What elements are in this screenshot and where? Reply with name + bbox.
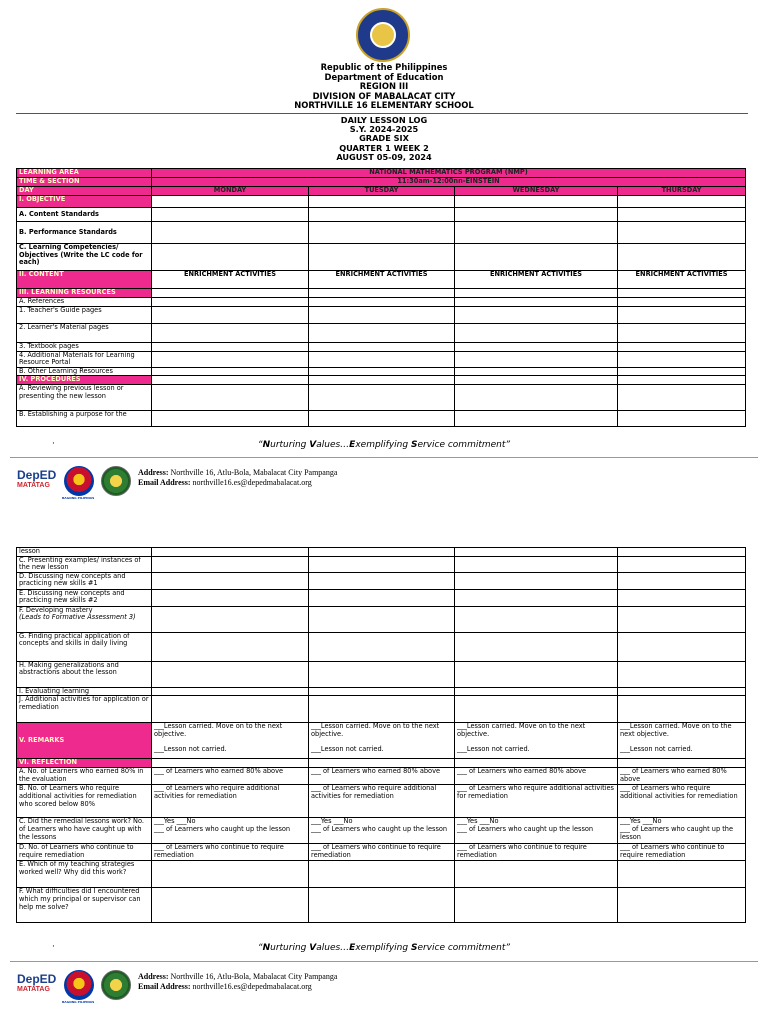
- cell[interactable]: [618, 342, 746, 351]
- reflection-f-label: F. What difficulties did I encountered which my principal or supervisor can help me solve?: [17, 888, 152, 923]
- yes-no: ___Yes ___No: [154, 817, 196, 826]
- cell[interactable]: [455, 556, 618, 572]
- caught-up: ___ of Learners who caught up the lesson: [457, 824, 594, 833]
- cell[interactable]: [618, 196, 746, 208]
- remarks-wednesday[interactable]: [455, 723, 618, 759]
- cell[interactable]: [618, 367, 746, 376]
- reflection-d-wednesday[interactable]: ___ of Learners who continue to require remediation: [455, 844, 618, 861]
- cell[interactable]: [618, 556, 746, 572]
- cell[interactable]: [455, 289, 618, 298]
- cell[interactable]: [455, 687, 618, 696]
- reflection-a-label: A. No. of Learners who earned 80% in the evaluation: [17, 768, 152, 785]
- cell[interactable]: [309, 888, 455, 923]
- school-logo-icon: [101, 466, 131, 496]
- additional-activities-label: J. Additional activities for application or remediation: [17, 696, 152, 723]
- log-title-line: S.Y. 2024-2025: [349, 124, 419, 135]
- email-label: Email Address:: [138, 982, 191, 991]
- cell[interactable]: [455, 298, 618, 307]
- footer-address: [138, 468, 337, 488]
- motto-text: ervice commitment”: [417, 943, 511, 953]
- additional-materials-label: 4. Additional Materials for Learning Resource Portal: [17, 351, 152, 367]
- day-label: DAY: [17, 187, 152, 196]
- enrichment-wednesday: ENRICHMENT ACTIVITIES: [455, 271, 618, 289]
- reflection-c-tuesday[interactable]: [309, 818, 455, 844]
- cell[interactable]: [618, 661, 746, 687]
- establishing-label: B. Establishing a purpose for the: [17, 411, 152, 427]
- cell[interactable]: [618, 696, 746, 723]
- cell[interactable]: [309, 589, 455, 606]
- address-value: Northville 16, Atlu-Bola, Mabalacat City Pampanga: [170, 468, 338, 477]
- remark-carried: ___Lesson carried. Move on to the next objective.: [154, 722, 283, 738]
- school-header: [0, 63, 768, 111]
- cell[interactable]: [152, 385, 309, 411]
- address-label: Address:: [138, 468, 169, 477]
- cell[interactable]: [152, 244, 309, 271]
- school-motto: [0, 440, 768, 450]
- header-line: NORTHVILLE 16 ELEMENTARY SCHOOL: [294, 100, 474, 111]
- deped-wordmark: DepED: [17, 972, 57, 986]
- cell[interactable]: [152, 572, 309, 589]
- motto-quote: “: [257, 440, 263, 450]
- procedures-heading: IV. PROCEDURES: [17, 376, 152, 385]
- cell[interactable]: [309, 208, 455, 222]
- cell[interactable]: [455, 342, 618, 351]
- practical-label: G. Finding practical application of concepts and skills in daily living: [17, 632, 152, 661]
- cell[interactable]: [152, 661, 309, 687]
- evaluating-label: I. Evaluating learning: [17, 687, 152, 696]
- deped-wordmark: DepED: [17, 468, 57, 482]
- cell[interactable]: [618, 687, 746, 696]
- remark-carried: ___Lesson carried. Move on to the next objective.: [457, 722, 586, 738]
- cell[interactable]: [152, 208, 309, 222]
- cell[interactable]: [152, 222, 309, 244]
- reflection-b-wednesday[interactable]: ___ of Learners who require additional activities for remediation: [455, 785, 618, 818]
- log-title: [0, 116, 768, 162]
- cell[interactable]: [455, 589, 618, 606]
- cell[interactable]: [309, 661, 455, 687]
- reflection-d-tuesday[interactable]: ___ of Learners who continue to require remediation: [309, 844, 455, 861]
- cell[interactable]: [152, 548, 309, 557]
- reflection-d-label: D. No. of Learners who continue to require remediation: [17, 844, 152, 861]
- cell[interactable]: [152, 376, 309, 385]
- cell[interactable]: [309, 861, 455, 888]
- cell[interactable]: [455, 888, 618, 923]
- reflection-d-monday[interactable]: ___ of Learners who continue to require remediation: [152, 844, 309, 861]
- reflection-b-tuesday[interactable]: ___ of Learners who require additional activities for remediation: [309, 785, 455, 818]
- bagong-pilipinas-logo: [64, 970, 94, 1000]
- cell[interactable]: [152, 351, 309, 367]
- motto-letter: E: [349, 943, 356, 953]
- lm-pages-label: 2. Learner's Material pages: [17, 323, 152, 342]
- reviewing-label: A. Reviewing previous lesson or presenting the new lesson: [17, 385, 152, 411]
- time-section-label: TIME & SECTION: [17, 178, 152, 187]
- cell[interactable]: [618, 589, 746, 606]
- cell[interactable]: [309, 632, 455, 661]
- matatag-wordmark: MATATAG: [17, 986, 50, 993]
- motto-letter: E: [349, 440, 356, 450]
- cell[interactable]: [618, 606, 746, 632]
- motto-letter: S: [410, 440, 418, 450]
- cell[interactable]: [455, 385, 618, 411]
- cell[interactable]: [152, 196, 309, 208]
- cell[interactable]: [152, 342, 309, 351]
- cell[interactable]: [618, 385, 746, 411]
- header-line: Department of Education: [324, 71, 444, 82]
- cell[interactable]: [618, 572, 746, 589]
- cell[interactable]: [455, 632, 618, 661]
- divider: [16, 113, 748, 114]
- motto-letter: V: [309, 943, 317, 953]
- school-logo-icon: [101, 970, 131, 1000]
- cell[interactable]: [152, 556, 309, 572]
- matatag-wordmark: MATATAG: [17, 482, 50, 489]
- cell[interactable]: [152, 298, 309, 307]
- remarks-heading: V. REMARKS: [17, 723, 152, 759]
- bagong-pilipinas-logo: [64, 466, 94, 496]
- reflection-a-thursday[interactable]: ___ of Learners who earned 80% above: [618, 768, 746, 785]
- cell[interactable]: [152, 696, 309, 723]
- cell[interactable]: [152, 632, 309, 661]
- cell[interactable]: [455, 244, 618, 271]
- header-line: DIVISION OF MABALACAT CITY: [312, 90, 456, 101]
- cell[interactable]: [618, 411, 746, 427]
- deped-logo: [17, 972, 56, 993]
- remark-not-carried: ___Lesson not carried.: [620, 744, 693, 753]
- remark-not-carried: ___Lesson not carried.: [154, 744, 227, 753]
- motto-quote: “: [257, 943, 263, 953]
- cell[interactable]: [455, 196, 618, 208]
- learning-area-value: NATIONAL MATHEMATICS PROGRAM (NMP): [152, 169, 746, 178]
- address-label: Address:: [138, 972, 169, 981]
- log-title-line: QUARTER 1 WEEK 2: [339, 142, 429, 153]
- objective-heading: I. OBJECTIVE: [17, 196, 152, 208]
- reflection-b-label: B. No. of Learners who require additional activities for remediation who scored below 80%: [17, 785, 152, 818]
- cell[interactable]: [309, 222, 455, 244]
- cell[interactable]: [152, 759, 309, 768]
- reflection-c-label: C. Did the remedial lessons work? No. of Learners who have caught up with the lessons: [17, 818, 152, 844]
- lesson-label: lesson: [17, 548, 152, 557]
- yes-no: ___Yes ___No: [620, 817, 662, 826]
- cell[interactable]: [455, 661, 618, 687]
- enrichment-thursday: ENRICHMENT ACTIVITIES: [618, 271, 746, 289]
- lesson-log-table-page2: [16, 547, 746, 923]
- cell[interactable]: [618, 548, 746, 557]
- content-standards-label: A. Content Standards: [17, 208, 152, 222]
- cell[interactable]: [309, 196, 455, 208]
- motto-letter: V: [309, 440, 317, 450]
- motto-text: ervice commitment”: [417, 440, 511, 450]
- day-thursday: THURSDAY: [618, 187, 746, 196]
- log-title-line: AUGUST 05-09, 2024: [336, 151, 432, 162]
- mastery-label: [17, 606, 152, 632]
- lesson-log-table-page1: [16, 168, 746, 427]
- textbook-label: 3. Textbook pages: [17, 342, 152, 351]
- motto-letter: N: [262, 440, 271, 450]
- cell[interactable]: [309, 696, 455, 723]
- divider: [10, 961, 758, 962]
- cell[interactable]: [152, 306, 309, 323]
- cell[interactable]: [455, 323, 618, 342]
- remark-carried: ___Lesson carried. Move on to the next objective.: [311, 722, 440, 738]
- cell[interactable]: [455, 572, 618, 589]
- cell[interactable]: [455, 696, 618, 723]
- cell[interactable]: [309, 298, 455, 307]
- reflection-a-tuesday[interactable]: ___ of Learners who earned 80% above: [309, 768, 455, 785]
- cell[interactable]: [152, 861, 309, 888]
- cell[interactable]: [455, 367, 618, 376]
- motto-letter: S: [410, 943, 418, 953]
- email-value[interactable]: northville16.es@depedmabalacat.org: [192, 982, 312, 991]
- mastery-note: (Leads to Formative Assessment 3): [19, 613, 136, 622]
- motto-letter: N: [262, 943, 271, 953]
- email-value[interactable]: northville16.es@depedmabalacat.org: [192, 478, 312, 487]
- cell[interactable]: [618, 888, 746, 923]
- motto-text: alues…: [316, 943, 350, 953]
- cell[interactable]: [618, 244, 746, 271]
- motto-text: urturing: [270, 943, 310, 953]
- bagong-pilipinas-text: BAGONG PILIPINAS: [62, 496, 95, 500]
- motto-text: alues…: [316, 440, 350, 450]
- learning-area-label: LEARNING AREA: [17, 169, 152, 178]
- yes-no: ___Yes ___No: [457, 817, 499, 826]
- references-label: A. References: [17, 298, 152, 307]
- remarks-monday[interactable]: [152, 723, 309, 759]
- deped-logo: [17, 468, 56, 489]
- cell[interactable]: [618, 222, 746, 244]
- cell[interactable]: [309, 759, 455, 768]
- reflection-a-monday[interactable]: ___ of Learners who earned 80% above: [152, 768, 309, 785]
- performance-standards-label: B. Performance Standards: [17, 222, 152, 244]
- motto-text: xemplifying: [355, 440, 411, 450]
- cell[interactable]: [455, 376, 618, 385]
- cell[interactable]: [455, 306, 618, 323]
- reflection-a-wednesday[interactable]: ___ of Learners who earned 80% above: [455, 768, 618, 785]
- cell[interactable]: [309, 556, 455, 572]
- cell[interactable]: [309, 244, 455, 271]
- remark-not-carried: ___Lesson not carried.: [311, 744, 384, 753]
- cell[interactable]: [152, 888, 309, 923]
- presenting-label: C. Presenting examples/ instances of the new lesson: [17, 556, 152, 572]
- caught-up: ___ of Learners who caught up the lesson: [154, 824, 291, 833]
- cell[interactable]: [455, 548, 618, 557]
- motto-text: xemplifying: [355, 943, 411, 953]
- cell[interactable]: [152, 687, 309, 696]
- cell[interactable]: [455, 222, 618, 244]
- caught-up: ___ of Learners who caught up the lesson: [311, 824, 448, 833]
- tg-pages-label: 1. Teacher's Guide pages: [17, 306, 152, 323]
- school-motto: [0, 943, 768, 953]
- cell[interactable]: [618, 376, 746, 385]
- remarks-tuesday[interactable]: [309, 723, 455, 759]
- cell[interactable]: [309, 376, 455, 385]
- day-wednesday: WEDNESDAY: [455, 187, 618, 196]
- reflection-c-thursday[interactable]: [618, 818, 746, 844]
- enrichment-monday: ENRICHMENT ACTIVITIES: [152, 271, 309, 289]
- reflection-b-monday[interactable]: ___ of Learners who require additional activities for remediation: [152, 785, 309, 818]
- reflection-d-thursday[interactable]: ___ of Learners who continue to require remediation: [618, 844, 746, 861]
- time-section-value: 11:30am-12:00nn-EINSTEIN: [152, 178, 746, 187]
- cell[interactable]: [618, 759, 746, 768]
- cell[interactable]: [309, 342, 455, 351]
- header-line: REGION III: [359, 81, 409, 92]
- reflection-heading: VI. REFLECTION: [17, 759, 152, 768]
- cell[interactable]: [618, 289, 746, 298]
- cell[interactable]: [309, 572, 455, 589]
- day-tuesday: TUESDAY: [309, 187, 455, 196]
- cell[interactable]: [309, 367, 455, 376]
- cell[interactable]: [309, 687, 455, 696]
- resources-heading: III. LEARNING RESOURCES: [17, 289, 152, 298]
- cell[interactable]: [309, 385, 455, 411]
- remark-not-carried: ___Lesson not carried.: [457, 744, 530, 753]
- reflection-c-monday[interactable]: [152, 818, 309, 844]
- log-title-line: GRADE SIX: [359, 133, 409, 144]
- cell[interactable]: [152, 411, 309, 427]
- cell[interactable]: [152, 367, 309, 376]
- yes-no: ___Yes ___No: [311, 817, 353, 826]
- cell[interactable]: [309, 323, 455, 342]
- competencies-label: C. Learning Competencies/ Objectives (Write the LC code for each): [17, 244, 152, 271]
- cell[interactable]: [309, 411, 455, 427]
- caught-up: ___ of Learners who caught up the lesson: [620, 824, 734, 841]
- cell[interactable]: [309, 548, 455, 557]
- cell[interactable]: [618, 351, 746, 367]
- reflection-e-label: E. Which of my teaching strategies worked well? Why did this work?: [17, 861, 152, 888]
- bullet: ·: [52, 439, 55, 449]
- cell[interactable]: [455, 411, 618, 427]
- footer-address: [138, 972, 337, 992]
- cell[interactable]: [309, 289, 455, 298]
- mastery-text: F. Developing mastery: [19, 606, 93, 614]
- cell[interactable]: [618, 306, 746, 323]
- cell[interactable]: [152, 289, 309, 298]
- divider: [10, 457, 758, 458]
- enrichment-tuesday: ENRICHMENT ACTIVITIES: [309, 271, 455, 289]
- generalizations-label: H. Making generalizations and abstractions about the lesson: [17, 661, 152, 687]
- cell[interactable]: [455, 861, 618, 888]
- log-title-line: DAILY LESSON LOG: [340, 115, 428, 125]
- reflection-c-wednesday[interactable]: [455, 818, 618, 844]
- cell[interactable]: [309, 351, 455, 367]
- other-resources-label: B. Other Learning Resources: [17, 367, 152, 376]
- cell[interactable]: [152, 606, 309, 632]
- reflection-b-thursday[interactable]: ___ of Learners who require additional activities for remediation: [618, 785, 746, 818]
- discussing2-label: E. Discussing new concepts and practicing new skills #2: [17, 589, 152, 606]
- remark-carried: ___Lesson carried. Move on to the next objective.: [620, 722, 732, 738]
- cell[interactable]: [152, 589, 309, 606]
- cell[interactable]: [455, 606, 618, 632]
- cell[interactable]: [455, 208, 618, 222]
- cell[interactable]: [618, 208, 746, 222]
- day-monday: MONDAY: [152, 187, 309, 196]
- address-value: Northville 16, Atlu-Bola, Mabalacat City Pampanga: [170, 972, 338, 981]
- cell[interactable]: [455, 759, 618, 768]
- bullet: ·: [52, 942, 55, 952]
- motto-text: urturing: [270, 440, 310, 450]
- cell[interactable]: [309, 306, 455, 323]
- remarks-thursday[interactable]: [618, 723, 746, 759]
- cell[interactable]: [618, 861, 746, 888]
- cell[interactable]: [152, 323, 309, 342]
- bagong-pilipinas-text: BAGONG PILIPINAS: [62, 1000, 95, 1004]
- cell[interactable]: [618, 298, 746, 307]
- header-line: Republic of the Philippines: [320, 62, 448, 72]
- cell[interactable]: [618, 632, 746, 661]
- cell[interactable]: [309, 606, 455, 632]
- cell[interactable]: [455, 351, 618, 367]
- discussing1-label: D. Discussing new concepts and practicing new skills #1: [17, 572, 152, 589]
- content-heading: II. CONTENT: [17, 271, 152, 289]
- email-label: Email Address:: [138, 478, 191, 487]
- cell[interactable]: [618, 323, 746, 342]
- deped-seal-icon: [356, 8, 410, 62]
